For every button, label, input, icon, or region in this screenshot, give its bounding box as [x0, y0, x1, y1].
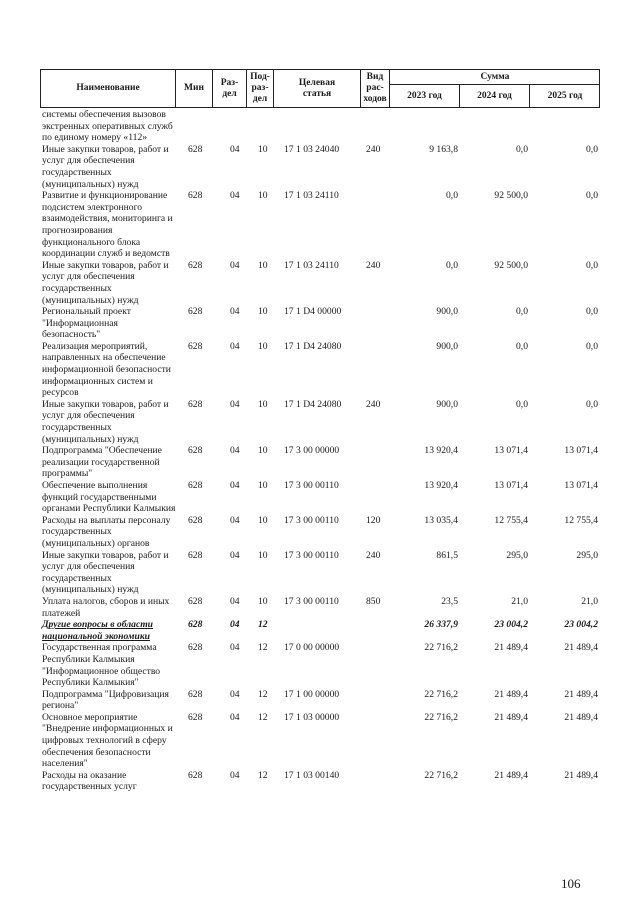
- page-number: 106: [561, 876, 581, 891]
- cell-2025: 13 071,4: [564, 445, 598, 457]
- header-name: Наименование: [41, 70, 176, 107]
- cell-2025: 13 071,4: [564, 480, 598, 491]
- cell-2024: 13 071,4: [494, 480, 528, 491]
- cell-subsection: 10: [258, 340, 268, 352]
- cell-target: 17 1 D4 24080: [284, 340, 342, 352]
- cell-2024: 0,0: [516, 143, 528, 155]
- cell-subsection: 10: [258, 398, 268, 410]
- cell-subsection: 10: [258, 190, 268, 202]
- cell-subsection: 10: [258, 480, 268, 491]
- cell-2025: 0,0: [586, 398, 598, 410]
- cell-2023: 22 716,2: [424, 769, 458, 781]
- cell-kind: 120: [366, 514, 381, 526]
- cell-name: Основное мероприятие "Внедрение информационных и цифровых технологий в сферу обеспечения безопасности населения": [42, 711, 173, 770]
- cell-min: 628: [188, 595, 203, 607]
- cell-min: 628: [188, 769, 203, 781]
- cell-2024: 92 500,0: [494, 259, 528, 271]
- cell-section: 04: [230, 445, 240, 457]
- header-2023: 2023 год: [390, 84, 460, 107]
- cell-2023: 26 337,9: [424, 619, 458, 631]
- table-row: [40, 596, 600, 619]
- table-row: [40, 480, 600, 515]
- cell-name: Развитие и функционирование подсистем электронного взаимодействия, мониторинга и прогнозирования функционального блока координации служб и ведомств: [42, 190, 173, 260]
- cell-section: 04: [230, 688, 240, 700]
- cell-2025: 0,0: [586, 190, 598, 202]
- cell-2024: 0,0: [516, 398, 528, 410]
- cell-name: Региональный проект "Информационная безопасность": [42, 306, 131, 341]
- table-row: [40, 341, 600, 399]
- cell-2024: 21,0: [511, 595, 528, 607]
- cell-min: 628: [188, 190, 203, 202]
- cell-subsection: 10: [258, 143, 268, 155]
- cell-min: 628: [188, 642, 203, 654]
- cell-name: Подпрограмма "Цифровизация региона": [42, 688, 169, 712]
- cell-target: 17 1 03 00140: [284, 769, 340, 781]
- table-row: [40, 109, 600, 144]
- cell-target: 17 0 00 00000: [284, 642, 340, 654]
- cell-name: Обеспечение выполнения функций государственными органами Республики Калмыкия: [42, 480, 176, 515]
- cell-section: 04: [230, 595, 240, 607]
- cell-kind: 240: [366, 398, 381, 410]
- cell-2023: 0,0: [446, 190, 458, 202]
- cell-name: Расходы на оказание государственных услуг: [42, 769, 137, 793]
- cell-section: 04: [230, 769, 240, 781]
- table-row: [40, 260, 600, 306]
- table-row: [40, 445, 600, 480]
- cell-target: 17 3 00 00110: [284, 480, 339, 491]
- table-row: [40, 619, 600, 642]
- table-row: [40, 515, 600, 550]
- cell-2025: 21 489,4: [564, 769, 598, 781]
- cell-subsection: 10: [258, 595, 268, 607]
- cell-subsection: 12: [258, 769, 268, 781]
- cell-subsection: 10: [258, 445, 268, 457]
- cell-subsection: 12: [258, 642, 268, 654]
- cell-2025: 21 489,4: [564, 688, 598, 700]
- cell-min: 628: [188, 306, 203, 318]
- cell-target: 17 3 00 00110: [284, 514, 339, 526]
- cell-target: 17 1 03 24110: [284, 259, 339, 271]
- cell-min: 628: [188, 480, 203, 491]
- cell-2023: 23,5: [441, 595, 458, 607]
- header-2024: 2024 год: [460, 84, 530, 107]
- cell-min: 628: [188, 445, 203, 457]
- table-header: [40, 69, 600, 108]
- cell-target: 17 1 03 24110: [284, 190, 339, 202]
- cell-2025: 12 755,4: [564, 514, 598, 526]
- table-row: [40, 144, 600, 190]
- cell-min: 628: [188, 619, 203, 631]
- cell-2025: 0,0: [586, 340, 598, 352]
- cell-min: 628: [188, 143, 203, 155]
- cell-target: 17 3 00 00110: [284, 549, 339, 561]
- cell-section: 04: [230, 306, 240, 318]
- cell-name: Уплата налогов, сборов и иных платежей: [42, 595, 170, 619]
- cell-2024: 92 500,0: [494, 190, 528, 202]
- header-kind: Вид рас- ходов: [361, 70, 390, 107]
- table-row: [40, 642, 600, 688]
- cell-section: 04: [230, 549, 240, 561]
- cell-section: 04: [230, 711, 240, 723]
- cell-2023: 900,0: [436, 340, 458, 352]
- cell-2023: 22 716,2: [424, 642, 458, 654]
- header-section: Раз- дел: [213, 70, 247, 107]
- cell-target: 17 3 00 00000: [284, 445, 340, 457]
- cell-section: 04: [230, 480, 240, 491]
- cell-2023: 22 716,2: [424, 688, 458, 700]
- cell-min: 628: [188, 549, 203, 561]
- cell-2023: 13 920,4: [424, 445, 458, 457]
- cell-2024: 0,0: [516, 306, 528, 318]
- cell-section: 04: [230, 143, 240, 155]
- cell-name: Иные закупки товаров, работ и услуг для обеспечения государственных (муниципальных) нужд: [42, 259, 169, 306]
- table-row: [40, 190, 600, 260]
- cell-2024: 21 489,4: [494, 642, 528, 654]
- cell-2024: 12 755,4: [494, 514, 528, 526]
- cell-min: 628: [188, 514, 203, 526]
- cell-min: 628: [188, 340, 203, 352]
- cell-subsection: 10: [258, 549, 268, 561]
- header-sum: Сумма: [390, 70, 600, 85]
- cell-2025: 0,0: [586, 143, 598, 155]
- cell-name: Иные закупки товаров, работ и услуг для обеспечения государственных (муниципальных) нужд: [42, 549, 169, 596]
- header-2025: 2025 год: [547, 90, 583, 101]
- cell-min: 628: [188, 398, 203, 410]
- cell-name: Расходы на выплаты персоналу государственных (муниципальных) органов: [42, 514, 171, 549]
- cell-2024: 0,0: [516, 340, 528, 352]
- table-row: [40, 689, 600, 712]
- cell-subsection: 12: [258, 711, 268, 723]
- cell-2025: 21 489,4: [564, 642, 598, 654]
- cell-2024: 21 489,4: [494, 688, 528, 700]
- cell-kind: 240: [366, 143, 381, 155]
- table-row: [40, 550, 600, 596]
- cell-2024: 23 004,2: [494, 619, 528, 631]
- cell-kind: 240: [366, 549, 381, 561]
- cell-2023: 9 163,8: [429, 143, 458, 155]
- cell-section: 04: [230, 514, 240, 526]
- cell-target: 17 1 D4 24080: [284, 398, 342, 410]
- cell-subsection: 10: [258, 259, 268, 271]
- cell-kind: 850: [366, 595, 381, 607]
- cell-2025: 295,0: [576, 549, 598, 561]
- cell-min: 628: [188, 688, 203, 700]
- cell-section: 04: [230, 642, 240, 654]
- cell-section: 04: [230, 340, 240, 352]
- cell-section: 04: [230, 398, 240, 410]
- cell-kind: 240: [366, 259, 381, 271]
- cell-2023: 22 716,2: [424, 711, 458, 723]
- cell-2023: 861,5: [436, 549, 458, 561]
- cell-2024: 13 071,4: [494, 445, 528, 457]
- table-row: [40, 399, 600, 445]
- table-row: [40, 770, 600, 793]
- cell-target: 17 3 00 00110: [284, 595, 339, 607]
- cell-name: Иные закупки товаров, работ и услуг для обеспечения государственных (муниципальных) нужд: [42, 143, 169, 190]
- cell-2025: 21,0: [581, 595, 598, 607]
- cell-2023: 13 035,4: [424, 514, 458, 526]
- cell-2023: 0,0: [446, 259, 458, 271]
- cell-name: системы обеспечения вызовов экстренных оперативных служб по единому номеру «112»: [42, 109, 173, 144]
- table-row: [40, 306, 600, 341]
- cell-2023: 900,0: [436, 306, 458, 318]
- cell-name: Другие вопросы в области национальной экономики: [42, 619, 154, 642]
- cell-subsection: 12: [258, 688, 268, 700]
- cell-2024: 21 489,4: [494, 711, 528, 723]
- table-body: [40, 109, 600, 793]
- cell-name: Иные закупки товаров, работ и услуг для обеспечения государственных (муниципальных) нужд: [42, 398, 169, 445]
- cell-section: 04: [230, 259, 240, 271]
- cell-min: 628: [188, 259, 203, 271]
- cell-target: 17 1 03 24040: [284, 143, 340, 155]
- cell-name: Реализация мероприятий, направленных на обеспечение информационной безопасности информационных систем и ресурсов: [42, 340, 171, 399]
- header-subsection: Под- раз- дел: [247, 70, 274, 107]
- cell-2023: 900,0: [436, 398, 458, 410]
- cell-min: 628: [188, 711, 203, 723]
- cell-2025: 23 004,2: [564, 619, 598, 631]
- cell-target: 17 1 D4 00000: [284, 306, 342, 318]
- cell-target: 17 1 03 00000: [284, 711, 340, 723]
- cell-2025: 21 489,4: [564, 711, 598, 723]
- cell-subsection: 10: [258, 306, 268, 318]
- cell-2025: 0,0: [586, 306, 598, 318]
- cell-name: Подпрограмма "Обеспечение реализации государственной программы": [42, 445, 162, 480]
- cell-2023: 13 920,4: [424, 480, 458, 491]
- cell-subsection: 12: [258, 619, 268, 631]
- cell-2024: 21 489,4: [494, 769, 528, 781]
- cell-section: 04: [230, 190, 240, 202]
- cell-subsection: 10: [258, 514, 268, 526]
- cell-target: 17 1 00 00000: [284, 688, 340, 700]
- cell-section: 04: [230, 619, 240, 631]
- header-target: Целевая статья: [274, 70, 361, 107]
- cell-name: Государственная программа Республики Калмыкия "Информационное общество Республики Калмыкия": [42, 642, 161, 689]
- header-min: Мин: [176, 70, 213, 107]
- table-row: [40, 712, 600, 770]
- cell-2024: 295,0: [506, 549, 528, 561]
- cell-2025: 0,0: [586, 259, 598, 271]
